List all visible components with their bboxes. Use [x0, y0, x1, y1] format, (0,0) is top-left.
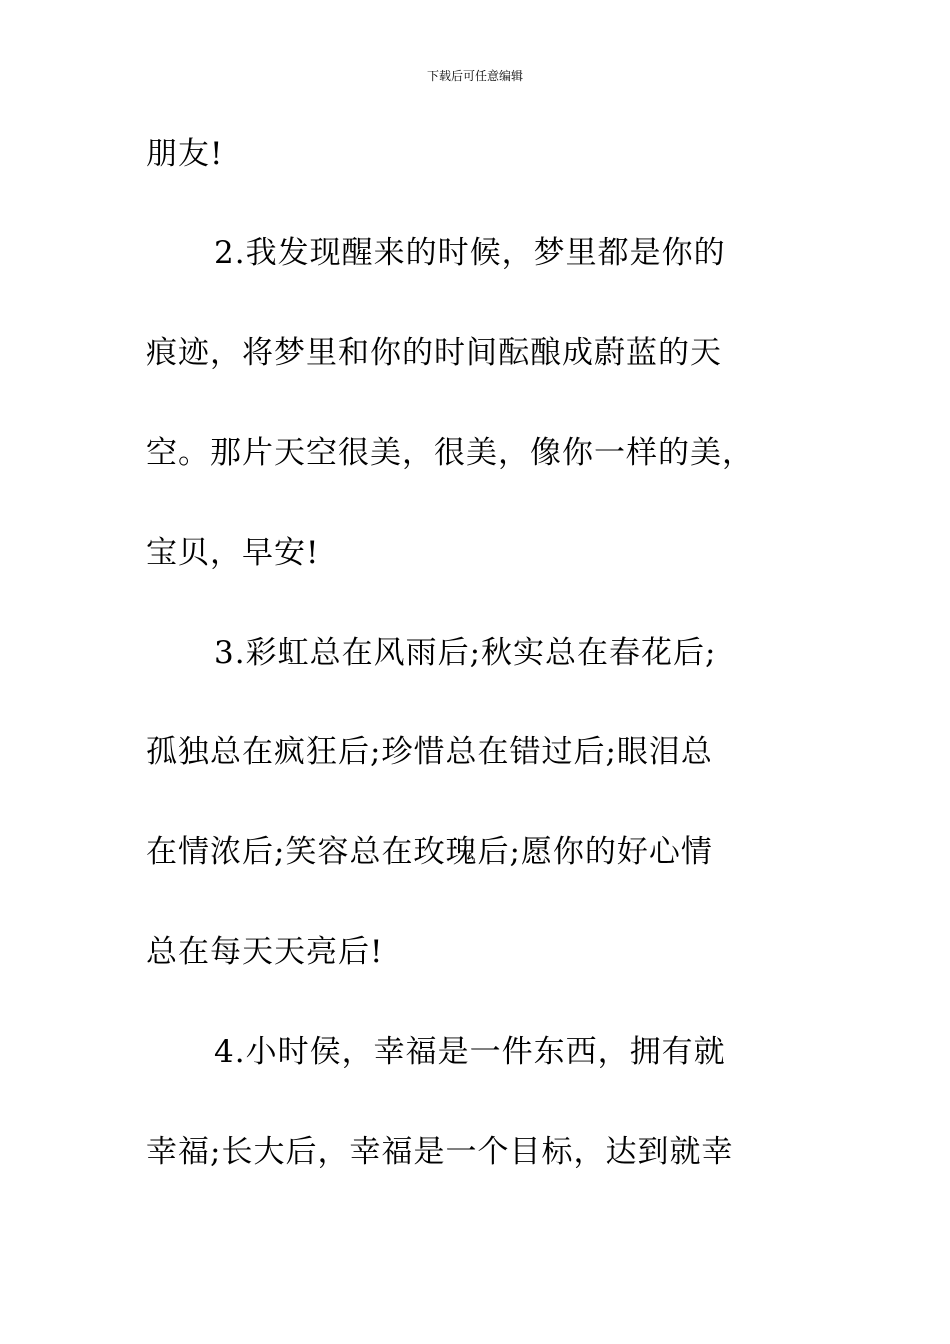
text-line: 在情浓后;笑容总在玫瑰后;愿你的好心情	[146, 834, 713, 870]
paragraph-start-line: 3.彩虹总在风雨后;秋实总在春花后;	[214, 635, 717, 671]
text-line: 宝贝，早安!	[146, 535, 320, 571]
text-line: 空。那片天空很美，很美，像你一样的美，	[146, 435, 754, 471]
text-line: 幸福;长大后，幸福是一个目标，达到就幸	[146, 1134, 734, 1170]
text-line: 朋友!	[146, 136, 224, 172]
page-header: 下载后可任意编辑	[426, 69, 523, 83]
paragraph-start-line: 4.小时侯，幸福是一件东西，拥有就	[214, 1034, 726, 1070]
text-line: 孤独总在疯狂后;珍惜总在错过后;眼泪总	[146, 734, 713, 770]
text-line: 总在每天天亮后!	[146, 934, 384, 970]
paragraph-start-line: 2.我发现醒来的时候，梦里都是你的	[214, 235, 726, 271]
text-line: 痕迹，将梦里和你的时间酝酿成蔚蓝的天	[146, 335, 722, 371]
